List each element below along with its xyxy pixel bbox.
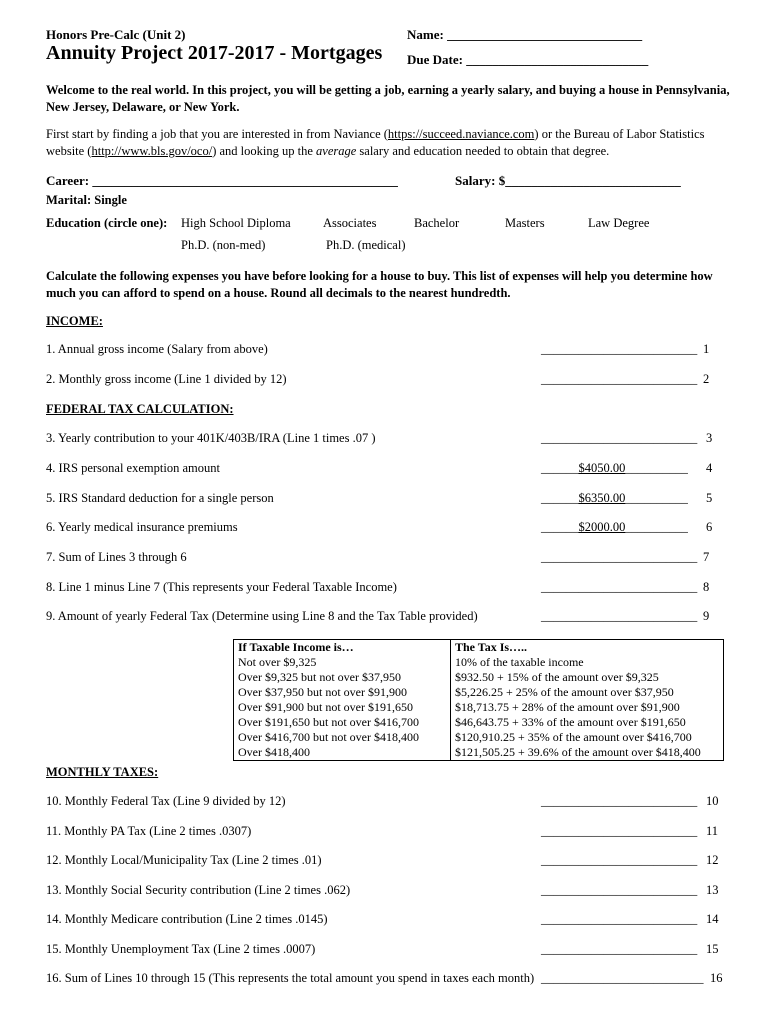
bls-link[interactable]: http://www.bls.gov/oco/ bbox=[91, 144, 213, 158]
table-row bbox=[234, 685, 724, 700]
line-10-text: 10. Monthly Federal Tax (Line 9 divided by 12) bbox=[46, 794, 286, 808]
line-16-number: 16 bbox=[710, 971, 723, 985]
table-row bbox=[234, 745, 724, 761]
tax-bracket-tax: $120,910.25 + 35% of the amount over $416,700 bbox=[451, 730, 724, 745]
line-8-text: 8. Line 1 minus Line 7 (This represents your Federal Taxable Income) bbox=[46, 580, 397, 594]
name-field[interactable]: Name: ______________________________ bbox=[407, 27, 643, 42]
career-label: Career: bbox=[46, 173, 90, 188]
education-option-law[interactable]: Law Degree bbox=[588, 216, 650, 230]
line-4-number: 4 bbox=[706, 461, 713, 475]
table-row bbox=[234, 715, 724, 730]
line-7-blank[interactable]: _________________________ bbox=[541, 550, 698, 564]
line-9-number: 9 bbox=[703, 609, 710, 623]
line-1-text: 1. Annual gross income (Salary from above) bbox=[46, 342, 268, 356]
career-blank[interactable]: _______________________________________________ bbox=[92, 173, 398, 188]
line-12-text: 12. Monthly Local/Municipality Tax (Line 2 times .01) bbox=[46, 853, 322, 867]
line-9-blank[interactable]: _________________________ bbox=[541, 609, 698, 623]
tax-table bbox=[233, 639, 724, 761]
section-income: INCOME: bbox=[46, 314, 103, 328]
page-title: Annuity Project 2017-2017 - Mortgages bbox=[46, 42, 383, 64]
salary-label: Salary: $ bbox=[455, 173, 506, 188]
line-3-blank[interactable]: _________________________ bbox=[541, 431, 698, 445]
tax-bracket-tax: $121,505.25 + 39.6% of the amount over $418,400 bbox=[451, 745, 724, 761]
line-5-number: 5 bbox=[706, 491, 713, 505]
line-4-blank-pre: ______ bbox=[541, 461, 579, 475]
due-date-field[interactable]: Due Date: ____________________________ bbox=[407, 52, 649, 67]
intro-instructions bbox=[46, 126, 736, 160]
line-4-blank-post: __________ bbox=[625, 461, 688, 475]
tax-bracket-tax: $5,226.25 + 25% of the amount over $37,950 bbox=[451, 685, 724, 700]
line-5-blank bbox=[541, 491, 688, 506]
table-row bbox=[234, 730, 724, 745]
line-13-text: 13. Monthly Social Security contribution (Line 2 times .062) bbox=[46, 883, 351, 897]
line-14-number: 14 bbox=[706, 912, 719, 926]
line-14-text: 14. Monthly Medicare contribution (Line 2 times .0145) bbox=[46, 912, 328, 926]
education-option-hs[interactable]: High School Diploma bbox=[181, 216, 291, 230]
marital-text: Marital: Single bbox=[46, 193, 127, 207]
marital-status bbox=[46, 193, 127, 208]
line-11-blank[interactable]: _________________________ bbox=[541, 824, 698, 838]
line-15-number: 15 bbox=[706, 942, 719, 956]
tax-bracket-tax: 10% of the taxable income bbox=[451, 655, 724, 670]
tax-bracket-income: Over $91,900 but not over $191,650 bbox=[234, 700, 451, 715]
line-5-blank-pre: ______ bbox=[541, 491, 579, 505]
line-12-number: 12 bbox=[706, 853, 719, 867]
line-16-text: 16. Sum of Lines 10 through 15 (This represents the total amount you spend in taxes each month) bbox=[46, 971, 535, 985]
line-4-value: $4050.00 bbox=[578, 461, 626, 475]
tax-table-header bbox=[234, 640, 724, 656]
tax-bracket-income: Over $418,400 bbox=[234, 745, 451, 761]
tax-bracket-income: Over $191,650 but not over $416,700 bbox=[234, 715, 451, 730]
line-4-text: 4. IRS personal exemption amount bbox=[46, 461, 220, 475]
tax-bracket-income: Over $9,325 but not over $37,950 bbox=[234, 670, 451, 685]
line-2-number: 2 bbox=[703, 372, 710, 386]
education-option-associates[interactable]: Associates bbox=[323, 216, 377, 230]
education-option-phd-nonmed[interactable]: Ph.D. (non-med) bbox=[181, 238, 266, 252]
line-6-number: 6 bbox=[706, 520, 713, 534]
line-3-number: 3 bbox=[706, 431, 713, 445]
line-2-text: 2. Monthly gross income (Line 1 divided by 12) bbox=[46, 372, 287, 386]
line-6-blank-pre: ______ bbox=[541, 520, 579, 534]
line-1-number: 1 bbox=[703, 342, 710, 356]
intro-text-c: ) and looking up the bbox=[212, 144, 317, 158]
line-12-blank[interactable]: _________________________ bbox=[541, 853, 698, 867]
line-6-text: 6. Yearly medical insurance premiums bbox=[46, 520, 238, 534]
tax-bracket-income: Not over $9,325 bbox=[234, 655, 451, 670]
salary-blank[interactable]: ___________________________ bbox=[505, 173, 681, 188]
tax-bracket-tax: $932.50 + 15% of the amount over $9,325 bbox=[451, 670, 724, 685]
line-13-blank[interactable]: _________________________ bbox=[541, 883, 698, 897]
line-8-blank[interactable]: _________________________ bbox=[541, 580, 698, 594]
table-row bbox=[234, 655, 724, 670]
line-6-blank-post: __________ bbox=[625, 520, 688, 534]
line-14-blank[interactable]: _________________________ bbox=[541, 912, 698, 926]
line-6-blank bbox=[541, 520, 688, 535]
intro-text-a: First start by finding a job that you are interested in from Naviance ( bbox=[46, 127, 388, 141]
tax-bracket-income: Over $37,950 but not over $91,900 bbox=[234, 685, 451, 700]
table-row bbox=[234, 670, 724, 685]
course-label: Honors Pre-Calc (Unit 2) bbox=[46, 27, 186, 42]
education-option-masters[interactable]: Masters bbox=[505, 216, 545, 230]
expenses-instructions: Calculate the following expenses you have before looking for a house to buy. This list of expenses will help you determine how much you can afford to spend on a house. Round all decimals to the nearest hundredth. bbox=[46, 269, 713, 300]
education-label: Education (circle one): bbox=[46, 216, 168, 230]
section-federal-tax: FEDERAL TAX CALCULATION: bbox=[46, 402, 234, 416]
line-8-number: 8 bbox=[703, 580, 710, 594]
tax-table-col-tax: The Tax Is….. bbox=[451, 640, 724, 656]
tax-table-col-income: If Taxable Income is… bbox=[234, 640, 451, 656]
line-7-text: 7. Sum of Lines 3 through 6 bbox=[46, 550, 187, 564]
section-monthly-taxes: MONTHLY TAXES: bbox=[46, 765, 159, 779]
line-5-value: $6350.00 bbox=[578, 491, 626, 505]
line-16-blank[interactable]: __________________________ bbox=[541, 971, 704, 985]
tax-bracket-income: Over $416,700 but not over $418,400 bbox=[234, 730, 451, 745]
tax-bracket-tax: $46,643.75 + 33% of the amount over $191,650 bbox=[451, 715, 724, 730]
education-option-bachelor[interactable]: Bachelor bbox=[414, 216, 460, 230]
line-3-text: 3. Yearly contribution to your 401K/403B/IRA (Line 1 times .07 ) bbox=[46, 431, 376, 445]
intro-text-b: ) or the Bureau of Labor Statistics website ( bbox=[46, 127, 705, 158]
line-7-number: 7 bbox=[703, 550, 710, 564]
table-row bbox=[234, 700, 724, 715]
tax-bracket-tax: $18,713.75 + 28% of the amount over $91,900 bbox=[451, 700, 724, 715]
line-11-number: 11 bbox=[706, 824, 719, 838]
line-4-blank bbox=[541, 461, 688, 476]
line-9-text: 9. Amount of yearly Federal Tax (Determine using Line 8 and the Tax Table provided) bbox=[46, 609, 478, 623]
intro-welcome: Welcome to the real world. In this project, you will be getting a job, earning a yearly salary, and buying a house in Pennsylvania, New Jersey, Delaware, or New York. bbox=[46, 83, 730, 114]
line-15-text: 15. Monthly Unemployment Tax (Line 2 times .0007) bbox=[46, 942, 316, 956]
intro-text-d: salary and education needed to obtain that degree. bbox=[356, 144, 610, 158]
line-10-blank[interactable]: _________________________ bbox=[541, 794, 698, 808]
line-2-blank[interactable]: _________________________ bbox=[541, 372, 698, 386]
line-10-number: 10 bbox=[706, 794, 719, 808]
intro-emphasis: average bbox=[316, 144, 357, 158]
line-1-blank[interactable]: _________________________ bbox=[541, 342, 698, 356]
line-5-text: 5. IRS Standard deduction for a single person bbox=[46, 491, 274, 505]
line-13-number: 13 bbox=[706, 883, 719, 897]
line-15-blank[interactable]: _________________________ bbox=[541, 942, 698, 956]
education-option-phd-medical[interactable]: Ph.D. (medical) bbox=[326, 238, 406, 252]
career-field[interactable] bbox=[46, 173, 398, 189]
naviance-link[interactable]: https://succeed.naviance.com bbox=[387, 127, 535, 141]
line-6-value: $2000.00 bbox=[578, 520, 626, 534]
line-11-text: 11. Monthly PA Tax (Line 2 times .0307) bbox=[46, 824, 252, 838]
line-5-blank-post: __________ bbox=[625, 491, 688, 505]
salary-field[interactable] bbox=[455, 173, 681, 189]
